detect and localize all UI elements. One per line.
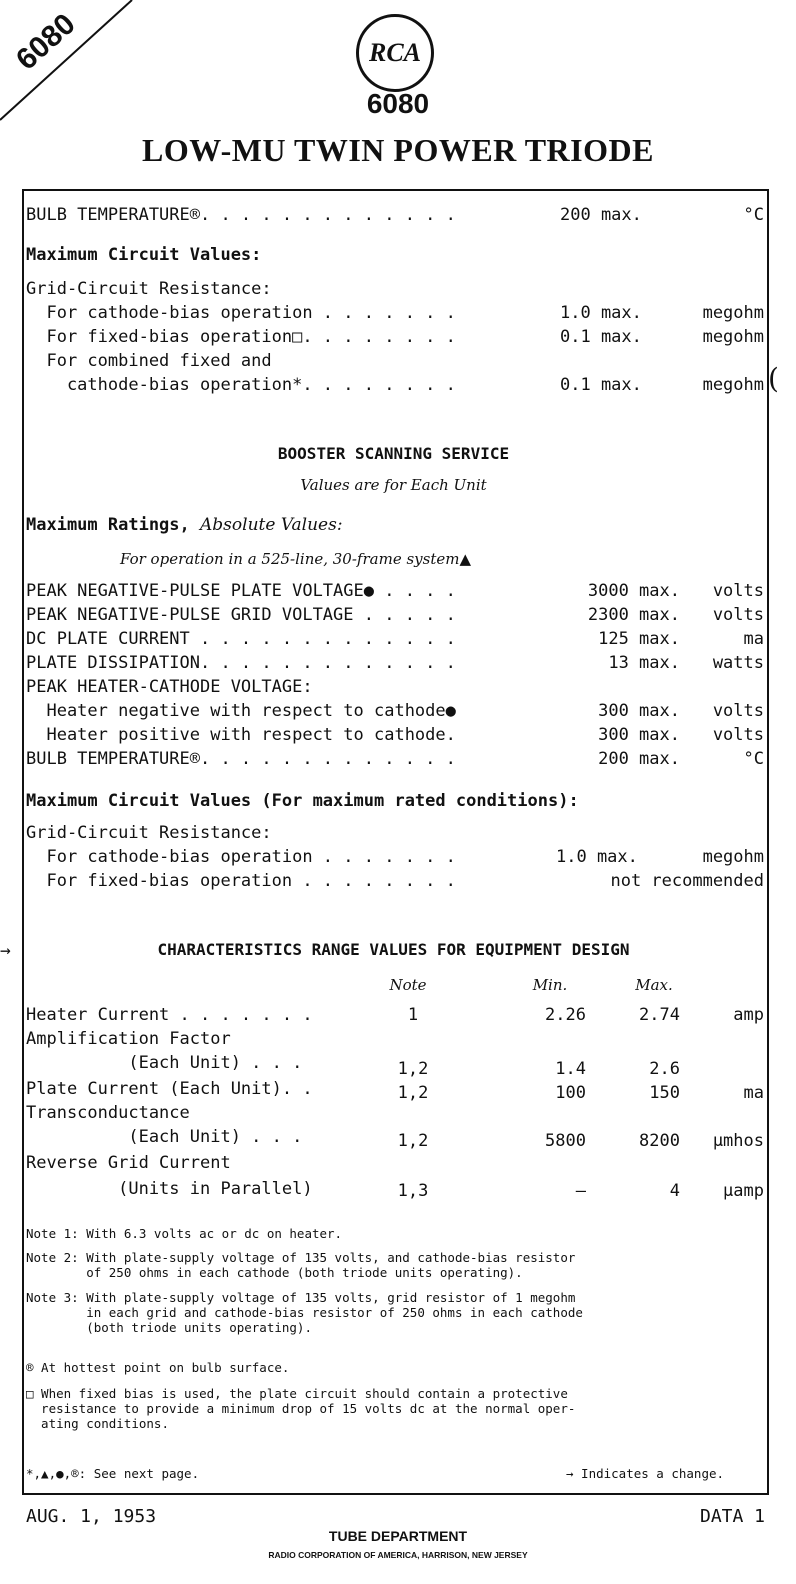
s1-row-unit: megohm [702, 303, 764, 323]
char-row-unit: ma [743, 1083, 764, 1103]
grid-row-unit: megohm [702, 847, 764, 867]
booster-row-label: DC PLATE CURRENT . . . . . . . . . . . . . [26, 629, 456, 649]
corporation-name: RADIO CORPORATION OF AMERICA, HARRISON, NEW JERSEY [268, 1550, 528, 1560]
bulb-temp-label-1: BULB TEMPERATURE®. . . . . . . . . . . . . [26, 205, 456, 225]
char-row-note: 1,2 [397, 1059, 429, 1079]
s1-row-value: 1.0 max. [560, 303, 642, 323]
char-row-label: (Each Unit) . . . [26, 1053, 303, 1073]
issue-date: AUG. 1, 1953 [26, 1506, 157, 1527]
s1-row-label: For combined fixed and [26, 351, 272, 371]
s1-row-label: cathode-bias operation*. . . . . . . . [26, 375, 456, 395]
s1-row-unit: megohm [702, 375, 764, 395]
s1-row-value: 0.1 max. [560, 327, 642, 347]
char-row-max: 4 [669, 1181, 680, 1201]
change-note: → Indicates a change. [566, 1466, 725, 1481]
ratings-heading-italic: Absolute Values: [200, 515, 343, 535]
char-row-label: Amplification Factor [26, 1029, 231, 1049]
tube-number: 6080 [366, 88, 430, 119]
booster-row-value: 300 max. [598, 725, 680, 745]
char-row-min: 5800 [545, 1131, 586, 1151]
grid-resistance-2: Grid-Circuit Resistance: [26, 823, 272, 843]
department-name: TUBE DEPARTMENT [328, 1528, 468, 1544]
data-sheet-number: DATA 1 [700, 1506, 766, 1527]
booster-row-value: 300 max. [598, 701, 680, 721]
col-max-header: Max. [635, 976, 673, 994]
s1-row-label: For fixed-bias operation□. . . . . . . . [26, 327, 456, 347]
char-row-note: 1 [407, 1005, 419, 1025]
booster-subheading: Values are for Each Unit [300, 476, 487, 494]
circuit-heading-2: Maximum Circuit Values (For maximum rated conditions): [26, 791, 579, 811]
booster-heading: BOOSTER SCANNING SERVICE [277, 444, 510, 463]
booster-row-label: PEAK NEGATIVE-PULSE GRID VOLTAGE . . . . . [26, 605, 456, 625]
booster-row-value: 125 max. [598, 629, 680, 649]
booster-row-unit: watts [712, 653, 764, 673]
booster-row-unit: volts [712, 605, 764, 625]
booster-row-unit: volts [712, 725, 764, 745]
booster-row-label: BULB TEMPERATURE®. . . . . . . . . . . . . [26, 749, 456, 769]
grid-resistance-1: Grid-Circuit Resistance: [26, 279, 272, 299]
booster-row-label: Heater positive with respect to cathode. [26, 725, 456, 745]
char-row-label: Transconductance [26, 1103, 190, 1123]
booster-row-label: Heater negative with respect to cathode● [26, 701, 456, 721]
booster-row-label: PEAK NEGATIVE-PULSE PLATE VOLTAGE● . . . . [26, 581, 456, 601]
rca-logo: RCA [356, 14, 434, 92]
char-row-label: Reverse Grid Current [26, 1153, 231, 1173]
corner-number: 6080 [10, 7, 82, 77]
booster-row-label: PEAK HEATER-CATHODE VOLTAGE: [26, 677, 313, 697]
change-arrow-marker: → [0, 940, 11, 961]
booster-row-unit: °C [743, 749, 764, 769]
char-row-unit: µamp [723, 1181, 764, 1201]
booster-row-label: PLATE DISSIPATION. . . . . . . . . . . . . [26, 653, 456, 673]
char-row-label: Plate Current (Each Unit). . [26, 1079, 313, 1099]
grid-row-value: 1.0 max. [556, 847, 638, 867]
char-row-label: Heater Current . . . . . . . [26, 1005, 313, 1025]
grid-row-label: For cathode-bias operation . . . . . . . [26, 847, 456, 867]
s1-row-label: For cathode-bias operation . . . . . . . [26, 303, 456, 323]
booster-row-unit: volts [712, 701, 764, 721]
booster-row-value: 13 max. [608, 653, 680, 673]
char-row-max: 2.6 [649, 1059, 680, 1079]
char-row-max: 2.74 [639, 1005, 680, 1025]
margin-bracket: ( [768, 362, 779, 395]
grid-row-label: For fixed-bias operation . . . . . . . . [26, 871, 456, 891]
char-row-note: 1,3 [397, 1181, 429, 1201]
characteristics-heading: CHARACTERISTICS RANGE VALUES FOR EQUIPMENT DESIGN [157, 940, 630, 959]
operation-note: For operation in a 525-line, 30-frame system▲ [120, 550, 471, 568]
char-row-unit: µmhos [712, 1131, 764, 1151]
bulb-temp-unit-1: °C [743, 205, 764, 225]
booster-row-value: 2300 max. [587, 605, 680, 625]
note-3: Note 3: With plate-supply voltage of 135 volts, grid resistor of 1 megohm in each grid and cathode-bias resistor of 250 ohms in each cathode (both triode units operating). [26, 1290, 583, 1335]
booster-row-value: 3000 max. [587, 581, 680, 601]
char-row-min: – [575, 1181, 586, 1201]
char-row-max: 8200 [639, 1131, 680, 1151]
char-row-min: 2.26 [545, 1005, 586, 1025]
char-row-min: 100 [555, 1083, 586, 1103]
note-1: Note 1: With 6.3 volts ac or dc on heater. [26, 1226, 343, 1241]
ratings-heading [26, 514, 343, 536]
frame-divider [22, 1493, 767, 1495]
note-2: Note 2: With plate-supply voltage of 135 volts, and cathode-bias resistor of 250 ohms in each cathode (both triode units operating). [26, 1250, 576, 1280]
page-title: LOW-MU TWIN POWER TRIODE [142, 132, 654, 168]
s1-row-value: 0.1 max. [560, 375, 642, 395]
booster-row-value: 200 max. [598, 749, 680, 769]
booster-row-unit: volts [712, 581, 764, 601]
footnote-bulb: ® At hottest point on bulb surface. [26, 1360, 290, 1375]
char-row-max: 150 [649, 1083, 680, 1103]
char-row-label: (Units in Parallel) [26, 1179, 313, 1199]
char-row-note: 1,2 [397, 1083, 429, 1103]
bulb-temp-value-1: 200 max. [560, 205, 642, 225]
char-row-label: (Each Unit) . . . [26, 1127, 303, 1147]
char-row-min: 1.4 [555, 1059, 586, 1079]
col-note-header: Note [389, 976, 427, 994]
circuit-heading-1: Maximum Circuit Values: [26, 245, 262, 265]
col-min-header: Min. [532, 976, 568, 994]
grid-row-value: not recommended [610, 871, 764, 891]
booster-row-unit: ma [743, 629, 764, 649]
footnote-fixed-bias: □ When fixed bias is used, the plate circuit should contain a protective resistance to provide a minimum drop of 15 volts dc at the normal oper- ating conditions. [26, 1386, 576, 1431]
ratings-heading-bold: Maximum Ratings, [26, 515, 190, 535]
char-row-unit: amp [733, 1005, 764, 1025]
see-next-page: *,▲,●,®: See next page. [26, 1466, 200, 1481]
s1-row-unit: megohm [702, 327, 764, 347]
char-row-note: 1,2 [397, 1131, 429, 1151]
